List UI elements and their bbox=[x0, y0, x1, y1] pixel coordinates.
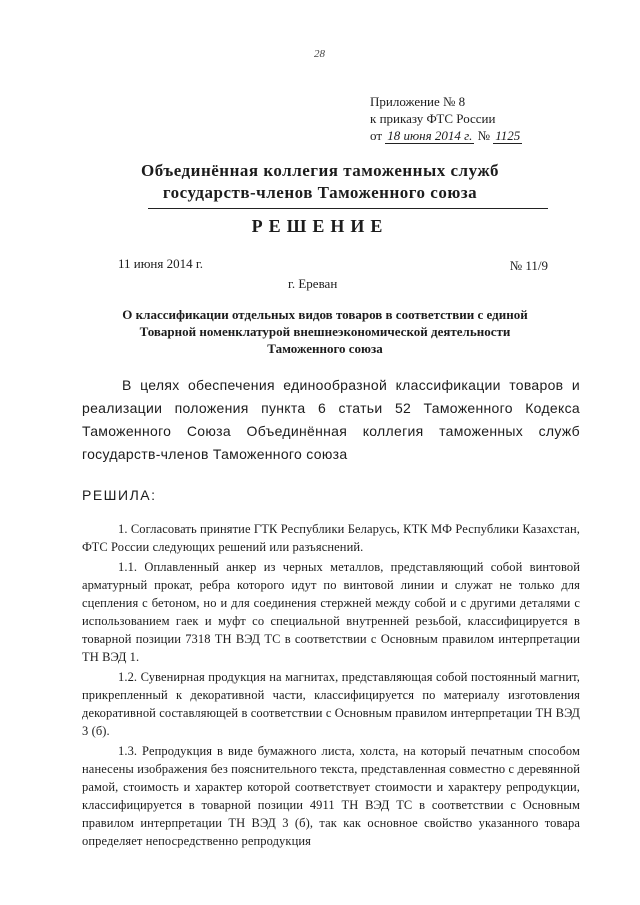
paragraph-1: 1. Согласовать принятие ГТК Республики Беларусь, КТК МФ Республики Казахстан, ФТС России следующих решений или разъяснений. bbox=[82, 522, 580, 554]
paragraph-1-1: 1.1. Оплавленный анкер из черных металлов, представляющий собой винтовой арматурный прокат, ребра которого идут по винтовой линии и служат не только для сцепления с бетоном, но и для соединения стержней между собой и с другими деталями с использованием гаек и муфт со специальной внутренней резьбой, классифицируется в товарной позиции 7318 ТН ВЭД ТС в соответствии с Основным правилом интерпретации ТН ВЭД 1. bbox=[82, 560, 580, 664]
title-divider bbox=[148, 208, 548, 209]
decision-subject bbox=[90, 306, 560, 357]
decision-number: № 11/9 bbox=[509, 258, 548, 273]
appendix-order-line bbox=[370, 127, 522, 144]
appendix-block bbox=[370, 93, 522, 144]
paragraph-1-3: 1.3. Репродукция в виде бумажного листа, холста, на который печатным способом нанесены изображения без пояснительного текста, представленная совместно с деревянной рамой, стоимость и характер которой соответствует стоимости и характеру репродукции, классифицируется в товарной позиции 4911 ТН ВЭД ТС в соответствии с Основным правилом интерпретации ТН ВЭД 3 (б), так как основное свойство указанного товара определяет непосредственно репродукция bbox=[82, 744, 580, 848]
preamble-paragraph: В целях обеспечения единообразной классификации товаров и реализации положения пункта 6 статьи 52 Таможенного Кодекса Таможенного Союза Объединённая коллегия таможенных служб государств-членов Таможенного союза bbox=[82, 377, 580, 462]
subject-line2: Товарной номенклатурой внешнеэкономической деятельности bbox=[139, 324, 511, 339]
paragraph-1-2: 1.2. Сувенирная продукция на магнитах, представляющая собой постоянный магнит, прикрепленный к декоративной части, классифицируется по материалу изготовления декоративной составляющей в соответствии с Основным правилом интерпретации ТН ВЭД 3 (б). bbox=[82, 670, 580, 738]
decision-city: г. Ереван bbox=[288, 276, 338, 291]
resolved-heading: РЕШИЛА: bbox=[82, 487, 157, 503]
page-number: 28 bbox=[314, 48, 325, 60]
decision-date: 11 июня 2014 г. bbox=[118, 256, 203, 271]
appendix-order-date: 18 июня 2014 г. bbox=[387, 128, 473, 143]
appendix-title: Приложение № 8 bbox=[370, 94, 466, 109]
decision-heading: РЕШЕНИЕ bbox=[251, 216, 389, 236]
appendix-prefix: от bbox=[370, 128, 383, 143]
organization-title bbox=[80, 160, 560, 204]
subject-line3: Таможенного союза bbox=[267, 341, 383, 356]
subject-line1: О классификации отдельных видов товаров в соответствии с единой bbox=[122, 307, 528, 322]
appendix-no-label: № bbox=[477, 128, 490, 143]
organization-title-line1: Объединённая коллегия таможенных служб bbox=[141, 161, 499, 180]
appendix-order-number: 1125 bbox=[495, 128, 521, 143]
appendix-order-ref: к приказу ФТС России bbox=[370, 111, 496, 126]
decision-body bbox=[82, 520, 580, 850]
organization-title-line2: государств-членов Таможенного союза bbox=[162, 183, 478, 202]
